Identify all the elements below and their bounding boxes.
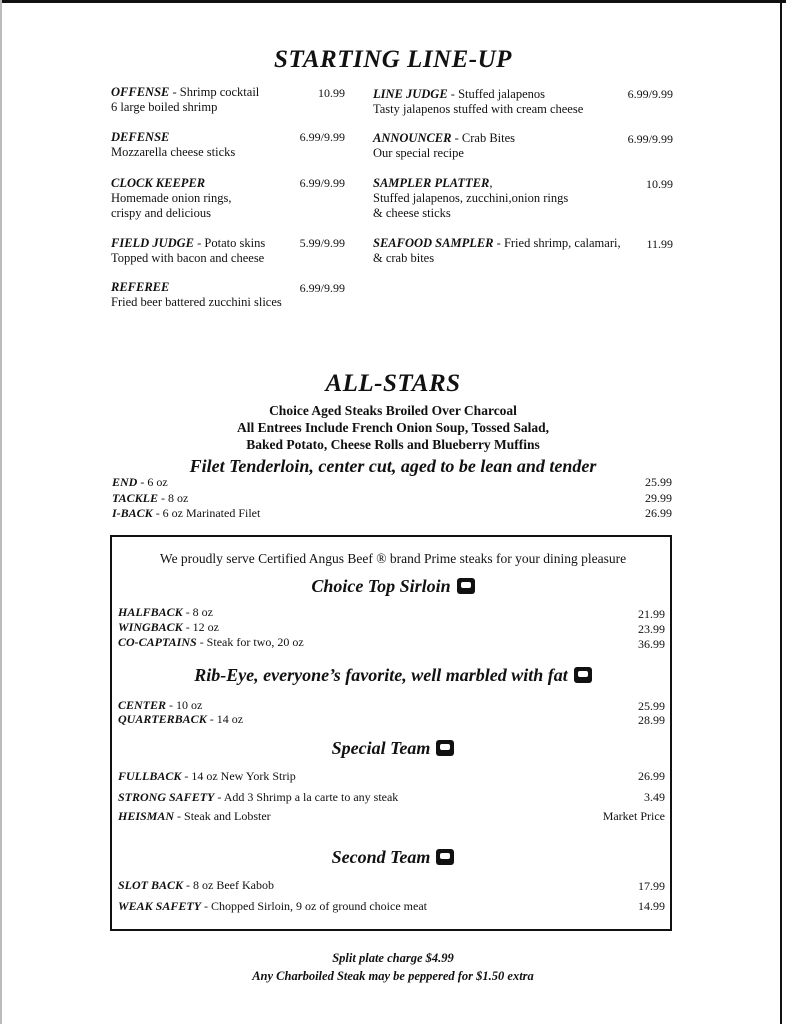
item-name: LINE JUDGE [373,87,448,101]
item-name: WEAK SAFETY [118,899,202,913]
item-suffix: - Stuffed jalapenos [447,87,545,101]
item-name: TACKLE [112,491,159,505]
sirloin-heading [0,576,786,597]
page-border-left [0,0,2,1024]
all-stars-subtitle: Choice Aged Steaks Broiled Over Charcoal [269,403,517,418]
item-price: 11.99 [646,237,673,251]
item-price: Market Price [602,809,665,823]
angus-intro: We proudly serve Certified Angus Beef ® brand Prime steaks for your dining pleasure [159,551,627,566]
item-price: 36.99 [638,637,665,651]
second-item-weak-safety [118,899,427,914]
split-plate-note: Split plate charge $4.99 [332,951,454,965]
item-name: SEAFOOD SAMPLER [373,236,494,250]
menu-item-line-judge [373,87,613,117]
menu-item-announcer [373,131,613,161]
item-desc: - 10 oz [166,698,203,712]
item-desc: 6 large boiled shrimp [111,100,218,114]
menu-item-referee [111,280,301,310]
special-item-fullback [118,769,296,784]
item-name: HALFBACK [118,605,183,619]
item-suffix: - Potato skins [194,236,266,250]
item-desc: - 8 oz [182,605,214,619]
all-stars-title: ALL-STARS [325,370,461,397]
ribeye-item-center [118,698,202,713]
item-suffix: - Crab Bites [451,131,516,145]
item-name: I-BACK [112,506,153,520]
pepper-note: Any Charboiled Steak may be peppered for $1.50 extra [252,969,534,983]
item-desc: - 8 oz [158,491,189,505]
item-price: 29.99 [645,491,672,505]
sirloin-item-halfback [118,605,213,620]
item-price: 5.99/9.99 [299,236,345,250]
sirloin-item-co-captains [118,635,304,650]
item-name: FIELD JUDGE [111,236,194,250]
item-price: 6.99/9.99 [299,176,345,190]
menu-item-clock-keeper [111,176,291,221]
filet-item-tackle [112,491,188,506]
item-desc: - 12 oz [182,620,220,634]
item-price: 23.99 [638,622,665,636]
filet-item-end [112,475,168,490]
item-desc: - Steak for two, 20 oz [196,635,304,649]
filet-heading: Filet Tenderloin, center cut, aged to be lean and tender [189,456,597,476]
second-item-slot-back [118,878,274,893]
ribeye-heading [0,665,786,686]
menu-item-defense [111,130,291,160]
item-price: 17.99 [638,879,665,893]
item-desc: - 6 oz Marinated Filet [152,506,261,520]
special-team-heading-text: Special Team [331,738,431,758]
steer-head-icon [436,849,454,865]
ribeye-item-quarterback [118,712,243,727]
menu-item-offense [111,85,291,115]
steer-head-icon [436,740,454,756]
item-name: DEFENSE [111,130,170,144]
item-price: 21.99 [638,607,665,621]
starting-lineup-title: STARTING LINE-UP [274,46,512,73]
item-price: 10.99 [646,177,673,191]
steer-head-icon [574,667,592,683]
menu-item-field-judge [111,236,296,266]
menu-item-seafood-sampler [373,236,623,266]
item-name: CO-CAPTAINS [118,635,197,649]
item-price: 14.99 [638,899,665,913]
item-desc: - Steak and Lobster [174,809,271,823]
item-desc: - 6 oz [137,475,168,489]
item-desc: & cheese sticks [373,206,451,220]
item-desc: Our special recipe [373,146,464,160]
item-name: QUARTERBACK [118,712,207,726]
filet-item-i-back [112,506,260,521]
item-suffix: , [489,176,493,190]
item-price: 28.99 [638,713,665,727]
item-name: WINGBACK [118,620,183,634]
item-price: 6.99/9.99 [299,130,345,144]
item-desc: Topped with bacon and cheese [111,251,265,265]
item-desc: crispy and delicious [111,206,211,220]
item-name: FULLBACK [118,769,182,783]
menu-item-sampler-platter [373,176,613,221]
item-price: 6.99/9.99 [299,281,345,295]
item-desc: - 8 oz Beef Kabob [183,878,274,892]
item-name: ANNOUNCER [373,131,452,145]
special-item-heisman [118,809,271,824]
item-desc: Homemade onion rings, [111,191,232,205]
item-name: REFEREE [111,280,170,294]
item-suffix: - Shrimp cocktail [169,85,260,99]
sirloin-heading-text: Choice Top Sirloin [311,576,451,596]
item-name: SLOT BACK [118,878,184,892]
item-name: OFFENSE [111,85,170,99]
all-stars-entrees-note: All Entrees Include French Onion Soup, Tossed Salad, [237,420,549,435]
item-desc: Mozzarella cheese sticks [111,145,236,159]
item-name: CENTER [118,698,167,712]
item-name: END [112,475,138,489]
item-price: 10.99 [318,86,345,100]
item-desc: Fried beer battered zucchini slices [111,295,282,309]
item-name: HEISMAN [118,809,175,823]
item-name: SAMPLER PLATTER [373,176,490,190]
item-desc: - Add 3 Shrimp a la carte to any steak [214,790,399,804]
item-desc: - 14 oz New York Strip [181,769,296,783]
item-price: 25.99 [645,475,672,489]
item-price: 26.99 [645,506,672,520]
page-border [0,0,786,3]
item-price: 6.99/9.99 [627,87,673,101]
all-stars-entrees-note-cont: Baked Potato, Cheese Rolls and Blueberry Muffins [246,437,540,452]
item-name: STRONG SAFETY [118,790,215,804]
sirloin-item-wingback [118,620,219,635]
item-desc: - 14 oz [206,712,244,726]
second-team-heading [0,847,786,868]
item-price: 26.99 [638,769,665,783]
item-price: 6.99/9.99 [627,132,673,146]
special-team-heading [0,738,786,759]
item-price: 25.99 [638,699,665,713]
item-name: CLOCK KEEPER [111,176,206,190]
ribeye-heading-text: Rib-Eye, everyone’s favorite, well marbled with fat [194,665,568,685]
steer-head-icon [457,578,475,594]
item-desc: - Chopped Sirloin, 9 oz of ground choice meat [201,899,427,913]
item-desc: Stuffed jalapenos, zucchini,onion rings [373,191,569,205]
page-border-right [780,0,782,1024]
item-desc: Tasty jalapenos stuffed with cream cheese [373,102,584,116]
item-price: 3.49 [644,790,665,804]
item-suffix: - Fried shrimp, calamari, [493,236,621,250]
item-desc: & crab bites [373,251,435,265]
second-team-heading-text: Second Team [331,847,431,867]
special-item-strong-safety [118,790,398,805]
